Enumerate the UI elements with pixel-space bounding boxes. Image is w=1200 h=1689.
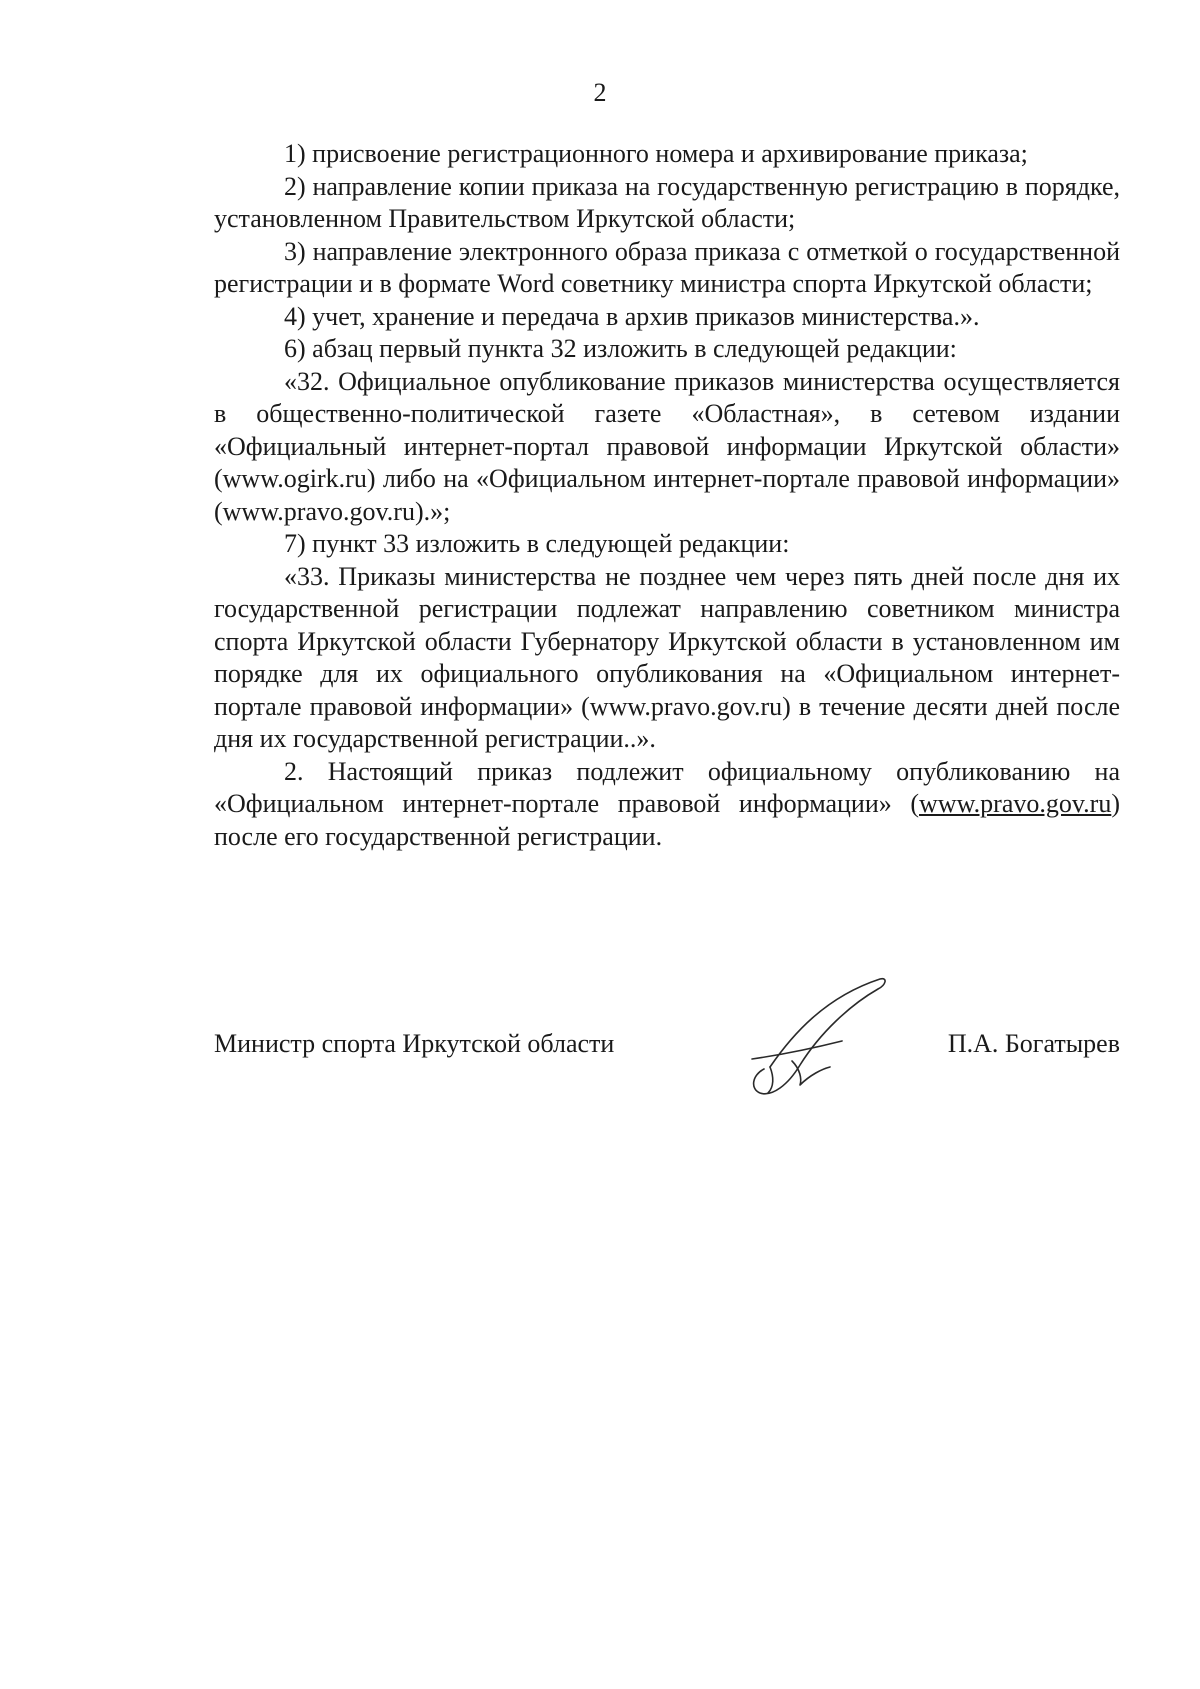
handwritten-signature [730,975,905,1100]
paragraph-item-1: 1) присвоение регистрационного номера и архивирование приказа; [284,139,1028,168]
document-body [214,138,1120,853]
paragraph-publication [214,756,1120,854]
pravo-link[interactable]: www.pravo.gov.ru [919,789,1112,818]
paragraph-item-6: 6) абзац первый пункта 32 изложить в следующей редакции: [284,334,957,363]
paragraph-clause-33: «33. Приказы министерства не позднее чем через пять дней после дня их государственной регистрации подлежат направлению советником министра спорта Иркутской области Губернатору Иркутской области в установленном им порядке для их официального опубликования на «Официальном интернет-портале правовой информации» (www.pravo.gov.ru) в течение десяти дней после дня их государственной регистрации..». [214,561,1120,753]
publication-text-start: 2. Настоящий приказ подлежит официальному опубликованию на «Официальном интернет-портале правовой информации» ( [214,756,1120,818]
paragraph-item-3: 3) направление электронного образа приказа с отметкой о государственной регистрации и в формате Word советнику министра спорта Иркутской области; [214,236,1120,298]
page-number: 2 [593,78,607,107]
paragraph-item-4: 4) учет, хранение и передача в архив приказов министерства.». [284,301,980,331]
publication-text-end: ) после его государственной регистрации. [214,789,1120,851]
paragraph-clause-32: «32. Официальное опубликование приказов министерства осуществляется в общественно-политической газете «Областная», в сетевом издании «Официальный интернет-портал правовой информации Иркутской области» (www.ogirk.ru) либо на «Официальном интернет-портале правовой информации» (www.pravo.gov.ru).»; [214,366,1120,526]
signatory-title: Министр спорта Иркутской области [214,1029,615,1058]
paragraph-item-7: 7) пункт 33 изложить в следующей редакции: [284,529,790,558]
signatory-name: П.А. Богатырев [947,1029,1120,1058]
paragraph-item-2: 2) направление копии приказа на государственную регистрацию в порядке, установленном Правительством Иркутской области; [214,171,1120,233]
